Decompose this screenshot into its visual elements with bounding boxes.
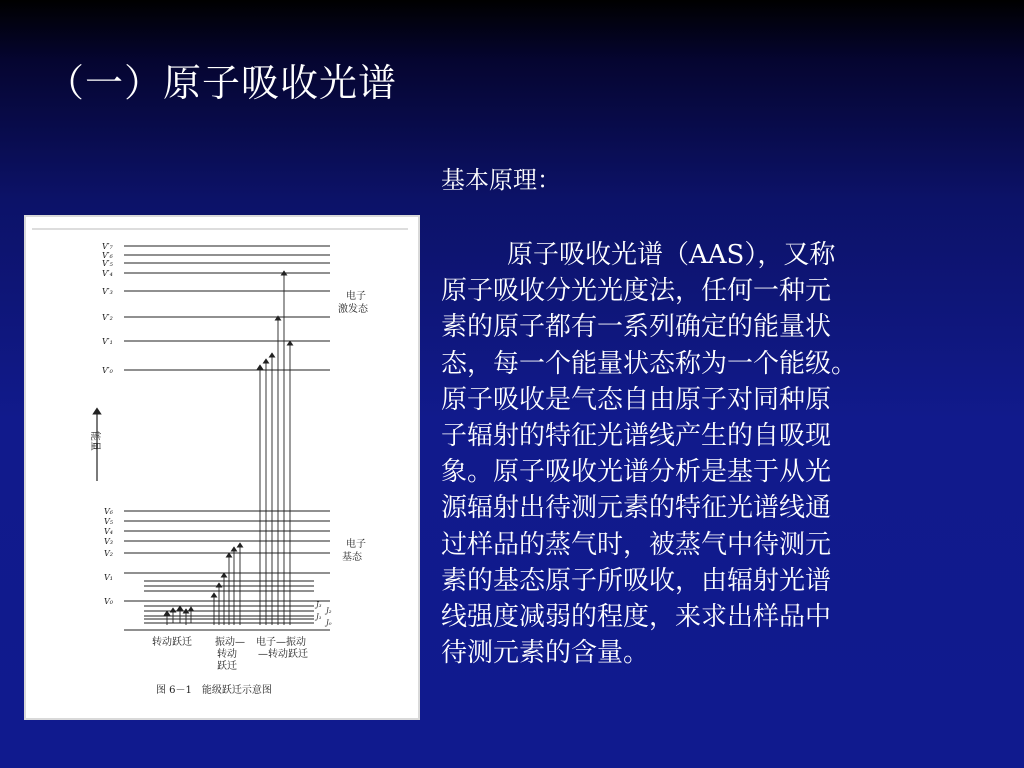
figure-caption: 图 6－1 能级跃迁示意图 xyxy=(156,685,272,696)
body-line: 过样品的蒸气时，被蒸气中待测元 xyxy=(441,529,832,560)
excited-level-label: V′₇ xyxy=(102,242,113,251)
ground-state-label-2: 基态 xyxy=(342,552,362,563)
rotational-j-label: J₃ xyxy=(316,601,322,609)
electronic-transition-label-2: —转动跃迁 xyxy=(258,649,308,660)
body-line: 素的基态原子所吸收，由辐射光谱 xyxy=(441,565,832,596)
body-line: 原子吸收是气态自由原子对同种原 xyxy=(441,384,832,415)
excited-level-label: V′₄ xyxy=(102,269,113,278)
body-line: 象。原子吸收光谱分析是基于从光 xyxy=(441,457,832,488)
ground-level-label: V₆ xyxy=(104,507,113,516)
ground-level-label: V₃ xyxy=(104,537,113,546)
body-line: 源辐射出待测元素的特征光谱线通 xyxy=(441,493,832,524)
body-line: 子辐射的特征光谱线产生的自吸现 xyxy=(441,421,832,452)
ground-level-label: V₁ xyxy=(104,573,113,582)
excited-level-label: V′₃ xyxy=(102,287,113,296)
ground-level-label: V₅ xyxy=(104,517,113,526)
energy-levels xyxy=(124,246,330,630)
energy-axis-label: 能量 xyxy=(89,431,100,451)
rotational-transition-label: 转动跃迁 xyxy=(152,637,192,648)
body-line: 态，每一个能量状态称为一个能级。 xyxy=(441,348,858,379)
excited-level-label: V′₁ xyxy=(102,337,113,346)
energy-level-diagram-svg xyxy=(24,215,420,720)
body-line: 素的原子都有一系列确定的能量状 xyxy=(441,312,832,343)
slide-title: （一）原子吸收光谱 xyxy=(46,61,398,105)
excited-level-label: V′₂ xyxy=(102,313,113,322)
excited-level-label: V′₅ xyxy=(102,259,113,268)
body-line: 线强度减弱的程度，来求出样品中 xyxy=(441,602,832,633)
body-line: 待测元素的含量。 xyxy=(441,638,650,669)
body-line: 原子吸收光谱（AAS），又称 xyxy=(507,240,836,270)
excited-state-label-1: 电子 xyxy=(346,291,366,302)
vibrational-transition-label-2: 转动 xyxy=(217,649,237,660)
excited-level-label: V′₀ xyxy=(102,366,113,375)
ground-state-label-1: 电子 xyxy=(346,539,366,550)
vibrational-transition-label-3: 跃迁 xyxy=(217,661,237,672)
rotational-j-label: J₁ xyxy=(316,613,322,621)
ground-level-label: V₀ xyxy=(104,597,113,606)
ground-level-label: V₄ xyxy=(104,527,113,536)
rotational-j-label: J₀ xyxy=(326,619,332,627)
level-labels xyxy=(102,242,332,627)
ground-level-label: V₂ xyxy=(104,549,113,558)
principle-body xyxy=(441,237,961,671)
rotational-j-label: J₂ xyxy=(326,607,332,615)
vibrational-transition-label-1: 振动— xyxy=(215,637,245,648)
excited-level-label: V′₆ xyxy=(102,251,113,260)
energy-level-diagram xyxy=(24,215,420,720)
principle-heading: 基本原理： xyxy=(441,166,561,194)
excited-state-label-2: 激发态 xyxy=(338,304,368,315)
electronic-transition-label-1: 电子—振动 xyxy=(256,637,306,648)
body-line: 原子吸收分光光度法，任何一种元 xyxy=(441,276,832,307)
transition-arrows xyxy=(167,273,290,625)
